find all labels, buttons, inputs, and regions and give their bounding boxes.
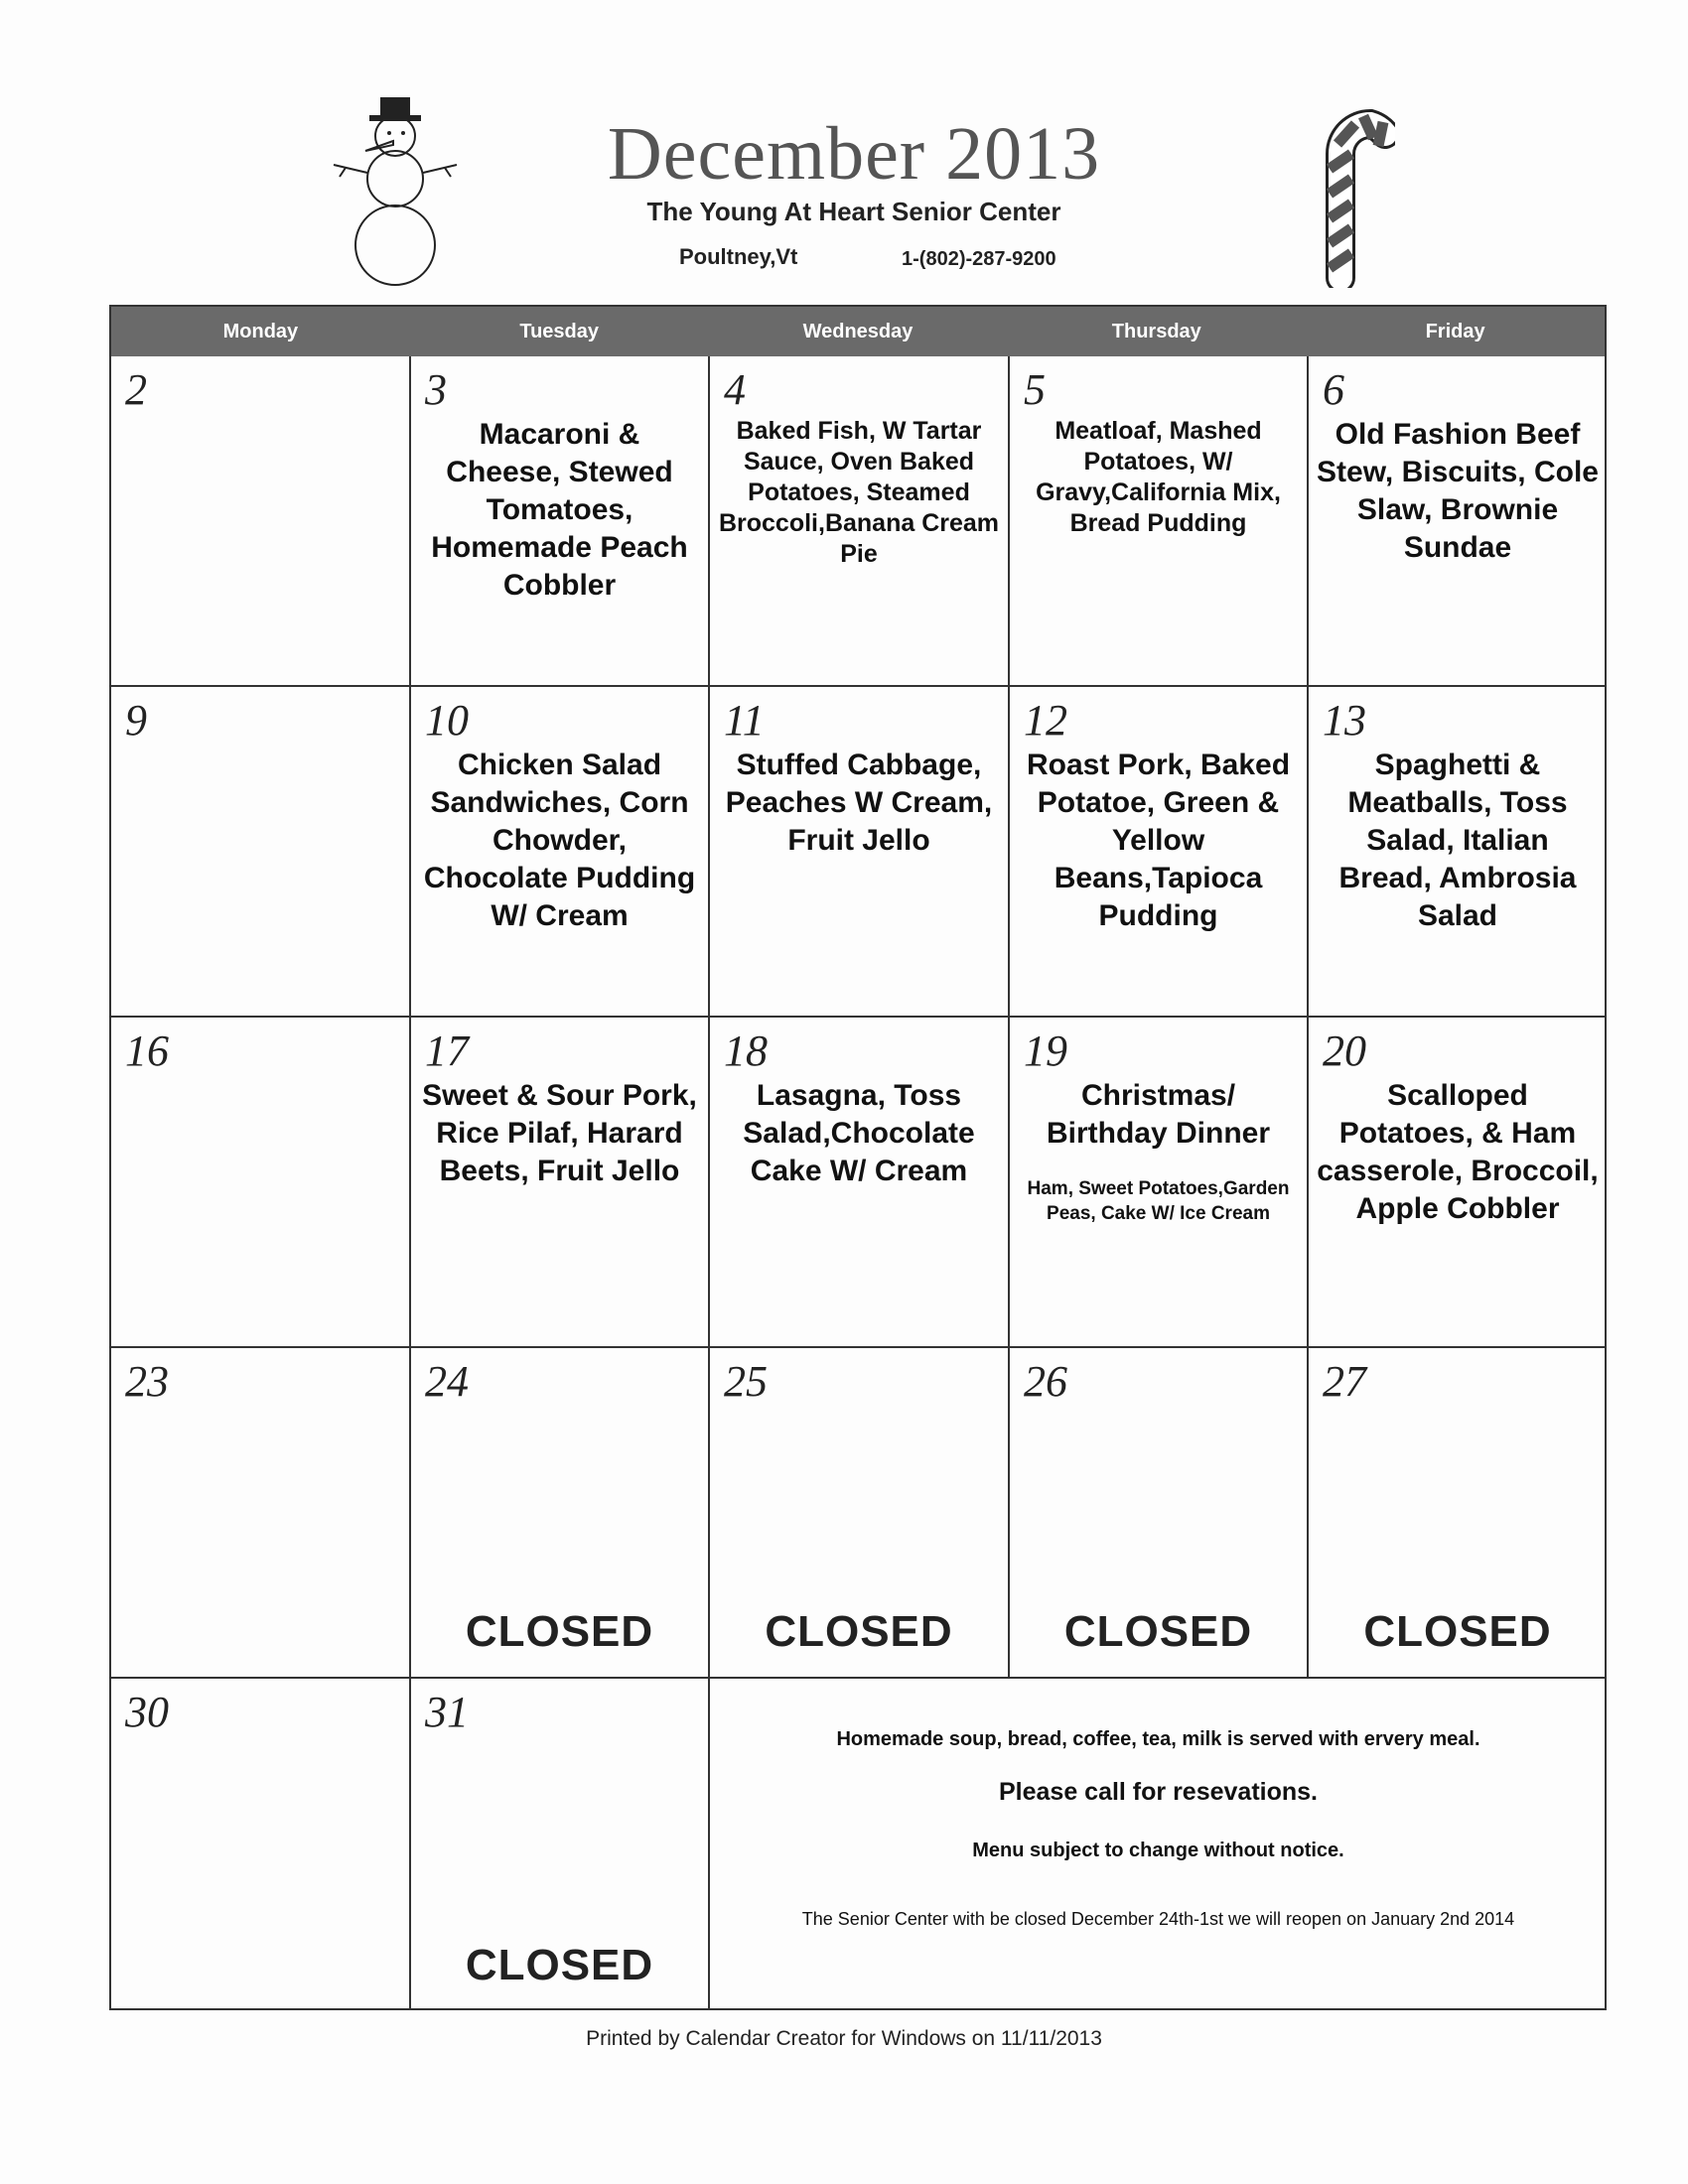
closed-label: CLOSED: [1363, 1607, 1552, 1656]
closed-label: CLOSED: [1063, 1607, 1253, 1656]
note-closure: The Senior Center with be closed December 24th-1st we will reopen on January 2nd 2014: [801, 1909, 1515, 1929]
weekday-monday: Monday: [222, 321, 299, 342]
day-cell: [111, 1348, 411, 1679]
weekday-tuesday: Tuesday: [519, 321, 600, 342]
day-number: 12: [1024, 696, 1067, 745]
day-cell: [411, 687, 710, 1018]
calendar-grid: [109, 305, 1607, 2010]
menu-text: Lasagna, Toss Salad,Chocolate Cake W/ Cream: [743, 1079, 975, 1187]
menu-text: Christmas/ Birthday Dinner: [1046, 1079, 1271, 1150]
menu-text: Chicken Salad Sandwiches, Corn Chowder, Chocolate Pudding W/ Cream: [423, 749, 696, 932]
day-number: 26: [1024, 1357, 1067, 1406]
snowman-icon: [326, 91, 465, 290]
closed-label: CLOSED: [765, 1607, 953, 1656]
day-number: 18: [724, 1026, 768, 1075]
day-cell: [1010, 687, 1309, 1018]
day-cell: [411, 1348, 710, 1679]
page-title: December 2013: [607, 112, 1101, 196]
day-number: 16: [125, 1026, 169, 1075]
day-cell: [111, 356, 411, 687]
calendar-body: [111, 356, 1605, 2010]
menu-text: Baked Fish, W Tartar Sauce, Oven Baked Potatoes, Steamed Broccoli,Banana Cream Pie: [718, 417, 1000, 568]
menu-text: Roast Pork, Baked Potatoe, Green & Yellow Beans,Tapioca Pudding: [1026, 749, 1291, 932]
candy-cane-icon: [1286, 94, 1395, 288]
day-cell: [411, 1679, 710, 2010]
note-meal-info: Homemade soup, bread, coffee, tea, milk is served with ervery meal.: [836, 1728, 1480, 1750]
closed-label: CLOSED: [465, 1941, 654, 1989]
day-cell: [411, 356, 710, 687]
day-number: 23: [125, 1357, 169, 1406]
day-number: 20: [1323, 1026, 1366, 1075]
menu-text: Stuffed Cabbage, Peaches W Cream, Fruit Jello: [725, 749, 993, 857]
day-number: 11: [724, 696, 765, 745]
day-cell: [411, 1018, 710, 1348]
day-cell: [1309, 356, 1607, 687]
day-cell: [710, 687, 1010, 1018]
day-number: 10: [425, 696, 469, 745]
day-number: 5: [1024, 365, 1046, 414]
menu-text: Sweet & Sour Pork, Rice Pilaf, Harard Beets, Fruit Jello: [422, 1079, 697, 1187]
note-reservations: Please call for resevations.: [998, 1778, 1318, 1806]
day-number: 13: [1323, 696, 1366, 745]
footer-printed-by: Printed by Calendar Creator for Windows on 11/11/2013: [586, 2027, 1102, 2050]
menu-text: Scalloped Potatoes, & Ham casserole, Broccoil, Apple Cobbler: [1317, 1079, 1599, 1225]
day-number: 2: [125, 365, 147, 414]
day-number: 31: [425, 1688, 469, 1736]
menu-text: Old Fashion Beef Stew, Biscuits, Cole Slaw, Brownie Sundae: [1317, 418, 1599, 564]
day-number: 4: [724, 365, 746, 414]
day-cell: [1309, 1348, 1607, 1679]
note-menu-change: Menu subject to change without notice.: [972, 1840, 1344, 1861]
day-cell: [1010, 1348, 1309, 1679]
notes-panel: [710, 1679, 1607, 2010]
day-cell: [1309, 1018, 1607, 1348]
day-number: 30: [125, 1688, 169, 1736]
menu-text: Macaroni & Cheese, Stewed Tomatoes, Homemade Peach Cobbler: [431, 418, 688, 602]
day-cell: [111, 1018, 411, 1348]
day-number: 24: [425, 1357, 469, 1406]
weekday-wednesday: Wednesday: [802, 321, 914, 342]
phone-number: 1-(802)-287-9200: [902, 248, 1056, 270]
weekday-header: [111, 307, 1605, 356]
day-number: 25: [724, 1357, 768, 1406]
day-cell: [710, 356, 1010, 687]
day-cell: [710, 1018, 1010, 1348]
day-number: 27: [1323, 1357, 1366, 1406]
day-cell: [1010, 356, 1309, 687]
day-cell: [1010, 1018, 1309, 1348]
day-number: 3: [425, 365, 447, 414]
menu-text: Meatloaf, Mashed Potatoes, W/ Gravy,California Mix, Bread Pudding: [1036, 417, 1281, 537]
weekday-thursday: Thursday: [1111, 321, 1201, 342]
page-header: [0, 0, 1688, 298]
day-cell: [1309, 687, 1607, 1018]
closed-label: CLOSED: [465, 1607, 654, 1656]
day-number: 9: [125, 696, 147, 745]
weekday-friday: Friday: [1425, 321, 1485, 342]
day-cell: [111, 1679, 411, 2010]
day-number: 17: [425, 1026, 469, 1075]
menu-text: Spaghetti & Meatballs, Toss Salad, Italian Bread, Ambrosia Salad: [1338, 749, 1577, 932]
center-name: The Young At Heart Senior Center: [646, 197, 1061, 226]
day-cell: [111, 687, 411, 1018]
day-number: 6: [1323, 365, 1344, 414]
day-number: 19: [1024, 1026, 1067, 1075]
location-text: Poultney,Vt: [679, 244, 798, 269]
day-cell: [710, 1348, 1010, 1679]
menu-subtext: Ham, Sweet Potatoes,Garden Peas, Cake W/ Ice Cream: [1027, 1178, 1290, 1224]
